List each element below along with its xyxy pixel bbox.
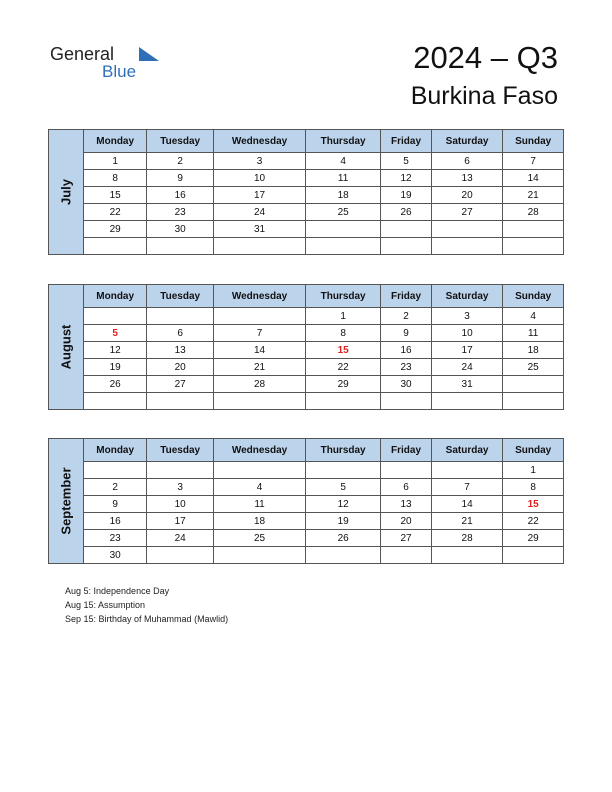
day-cell <box>147 547 214 564</box>
day-cell: 26 <box>381 204 432 221</box>
day-cell <box>147 462 214 479</box>
day-cell <box>84 462 147 479</box>
weekday-header: Tuesday <box>147 285 214 308</box>
day-cell <box>503 238 564 255</box>
day-cell <box>381 393 432 410</box>
logo-word-blue: Blue <box>102 62 137 81</box>
day-cell: 9 <box>84 496 147 513</box>
day-cell: 25 <box>503 359 564 376</box>
month-name: July <box>58 178 74 206</box>
holiday-day-cell: 15 <box>503 496 564 513</box>
page-title: 2024 – Q3 <box>413 40 558 75</box>
day-cell: 1 <box>84 153 147 170</box>
day-cell: 10 <box>214 170 306 187</box>
weekday-header: Tuesday <box>147 439 214 462</box>
day-cell: 22 <box>306 359 381 376</box>
weekday-header: Friday <box>381 439 432 462</box>
day-cell <box>147 308 214 325</box>
day-cell: 5 <box>381 153 432 170</box>
day-cell: 14 <box>431 496 503 513</box>
weekday-header: Monday <box>84 285 147 308</box>
weekday-header: Wednesday <box>214 439 306 462</box>
day-cell: 25 <box>306 204 381 221</box>
weekday-header: Thursday <box>306 285 381 308</box>
day-cell <box>381 462 432 479</box>
day-cell <box>431 393 503 410</box>
day-cell: 22 <box>84 204 147 221</box>
day-cell: 26 <box>306 530 381 547</box>
day-cell: 28 <box>503 204 564 221</box>
day-cell: 9 <box>381 325 432 342</box>
week-row <box>49 547 564 564</box>
day-cell: 24 <box>147 530 214 547</box>
day-cell: 16 <box>147 187 214 204</box>
week-row <box>49 308 564 325</box>
day-cell <box>214 238 306 255</box>
day-cell <box>503 376 564 393</box>
day-cell: 30 <box>147 221 214 238</box>
day-cell: 18 <box>214 513 306 530</box>
day-cell <box>306 238 381 255</box>
week-row <box>49 496 564 513</box>
holiday-note: Aug 5: Independence Day <box>65 586 170 596</box>
day-cell <box>84 308 147 325</box>
day-cell: 16 <box>84 513 147 530</box>
day-cell: 1 <box>503 462 564 479</box>
day-cell: 19 <box>306 513 381 530</box>
day-cell: 27 <box>381 530 432 547</box>
day-cell: 7 <box>214 325 306 342</box>
weekday-header: Saturday <box>431 439 503 462</box>
day-cell: 2 <box>147 153 214 170</box>
day-cell: 3 <box>214 153 306 170</box>
weekday-header-row <box>49 130 564 153</box>
day-cell: 11 <box>214 496 306 513</box>
day-cell: 20 <box>147 359 214 376</box>
month-table-august <box>48 284 564 410</box>
weekday-header: Thursday <box>306 130 381 153</box>
day-cell: 31 <box>431 376 503 393</box>
week-row <box>49 462 564 479</box>
day-cell: 12 <box>306 496 381 513</box>
day-cell: 17 <box>431 342 503 359</box>
day-cell: 6 <box>147 325 214 342</box>
day-cell: 2 <box>381 308 432 325</box>
day-cell: 8 <box>306 325 381 342</box>
weekday-header: Thursday <box>306 439 381 462</box>
day-cell: 5 <box>306 479 381 496</box>
day-cell: 21 <box>214 359 306 376</box>
country-name: Burkina Faso <box>410 82 558 110</box>
day-cell: 29 <box>306 376 381 393</box>
month-table-september <box>48 438 564 564</box>
holiday-day-cell: 15 <box>306 342 381 359</box>
day-cell: 29 <box>503 530 564 547</box>
day-cell: 2 <box>84 479 147 496</box>
day-cell: 3 <box>147 479 214 496</box>
day-cell <box>503 393 564 410</box>
day-cell: 3 <box>431 308 503 325</box>
day-cell: 20 <box>381 513 432 530</box>
day-cell: 23 <box>381 359 432 376</box>
day-cell: 24 <box>214 204 306 221</box>
day-cell: 21 <box>431 513 503 530</box>
month-table-july <box>48 129 564 255</box>
weekday-header: Saturday <box>431 130 503 153</box>
day-cell: 20 <box>431 187 503 204</box>
weekday-header: Friday <box>381 285 432 308</box>
day-cell: 11 <box>306 170 381 187</box>
day-cell: 4 <box>214 479 306 496</box>
day-cell: 13 <box>147 342 214 359</box>
day-cell: 13 <box>431 170 503 187</box>
week-row <box>49 342 564 359</box>
day-cell: 13 <box>381 496 432 513</box>
day-cell <box>147 238 214 255</box>
day-cell <box>84 393 147 410</box>
month-label-cell <box>49 130 84 255</box>
day-cell: 29 <box>84 221 147 238</box>
day-cell: 17 <box>214 187 306 204</box>
weekday-header: Sunday <box>503 130 564 153</box>
week-row <box>49 153 564 170</box>
day-cell: 4 <box>503 308 564 325</box>
day-cell: 7 <box>431 479 503 496</box>
day-cell: 24 <box>431 359 503 376</box>
day-cell: 4 <box>306 153 381 170</box>
holiday-day-cell: 5 <box>84 325 147 342</box>
day-cell: 28 <box>431 530 503 547</box>
week-row <box>49 325 564 342</box>
day-cell <box>503 547 564 564</box>
day-cell: 15 <box>84 187 147 204</box>
day-cell: 10 <box>431 325 503 342</box>
day-cell <box>381 238 432 255</box>
holiday-notes <box>65 584 228 626</box>
month-label-cell <box>49 439 84 564</box>
weekday-header: Tuesday <box>147 130 214 153</box>
holiday-note: Aug 15: Assumption <box>65 600 146 610</box>
day-cell: 30 <box>84 547 147 564</box>
day-cell: 6 <box>381 479 432 496</box>
day-cell: 27 <box>147 376 214 393</box>
weekday-header: Wednesday <box>214 130 306 153</box>
day-cell: 26 <box>84 376 147 393</box>
week-row <box>49 187 564 204</box>
weekday-header-row <box>49 439 564 462</box>
holiday-note: Sep 15: Birthday of Muhammad (Mawlid) <box>65 614 229 624</box>
weekday-header: Monday <box>84 130 147 153</box>
day-cell: 11 <box>503 325 564 342</box>
day-cell: 6 <box>431 153 503 170</box>
day-cell <box>214 308 306 325</box>
month-name: August <box>58 324 74 370</box>
day-cell <box>214 462 306 479</box>
day-cell: 8 <box>84 170 147 187</box>
day-cell <box>306 221 381 238</box>
day-cell <box>431 238 503 255</box>
week-row <box>49 479 564 496</box>
week-row <box>49 170 564 187</box>
day-cell: 25 <box>214 530 306 547</box>
day-cell <box>214 547 306 564</box>
weekday-header: Saturday <box>431 285 503 308</box>
day-cell <box>214 393 306 410</box>
day-cell: 31 <box>214 221 306 238</box>
day-cell <box>306 393 381 410</box>
day-cell <box>306 462 381 479</box>
day-cell: 10 <box>147 496 214 513</box>
day-cell: 1 <box>306 308 381 325</box>
week-row <box>49 513 564 530</box>
day-cell <box>381 547 432 564</box>
day-cell: 22 <box>503 513 564 530</box>
day-cell: 19 <box>381 187 432 204</box>
week-row <box>49 376 564 393</box>
day-cell: 14 <box>503 170 564 187</box>
day-cell: 21 <box>503 187 564 204</box>
month-label-cell <box>49 285 84 410</box>
weekday-header: Sunday <box>503 439 564 462</box>
logo-word-general: General <box>50 44 115 64</box>
weekday-header: Wednesday <box>214 285 306 308</box>
generalblue-logo <box>50 44 160 84</box>
day-cell <box>431 462 503 479</box>
day-cell <box>147 393 214 410</box>
week-row <box>49 393 564 410</box>
day-cell: 12 <box>84 342 147 359</box>
day-cell: 7 <box>503 153 564 170</box>
day-cell <box>306 547 381 564</box>
logo-triangle-icon <box>139 47 159 61</box>
day-cell: 23 <box>84 530 147 547</box>
day-cell <box>381 221 432 238</box>
day-cell: 9 <box>147 170 214 187</box>
day-cell: 17 <box>147 513 214 530</box>
day-cell <box>431 547 503 564</box>
day-cell: 18 <box>306 187 381 204</box>
week-row <box>49 530 564 547</box>
day-cell: 27 <box>431 204 503 221</box>
month-name: September <box>58 467 74 535</box>
day-cell <box>431 221 503 238</box>
week-row <box>49 221 564 238</box>
week-row <box>49 238 564 255</box>
weekday-header: Monday <box>84 439 147 462</box>
weekday-header: Friday <box>381 130 432 153</box>
day-cell: 12 <box>381 170 432 187</box>
day-cell: 30 <box>381 376 432 393</box>
weekday-header: Sunday <box>503 285 564 308</box>
week-row <box>49 204 564 221</box>
day-cell: 23 <box>147 204 214 221</box>
day-cell: 19 <box>84 359 147 376</box>
day-cell <box>84 238 147 255</box>
day-cell: 14 <box>214 342 306 359</box>
day-cell: 18 <box>503 342 564 359</box>
day-cell <box>503 221 564 238</box>
day-cell: 28 <box>214 376 306 393</box>
day-cell: 8 <box>503 479 564 496</box>
day-cell: 16 <box>381 342 432 359</box>
week-row <box>49 359 564 376</box>
weekday-header-row <box>49 285 564 308</box>
